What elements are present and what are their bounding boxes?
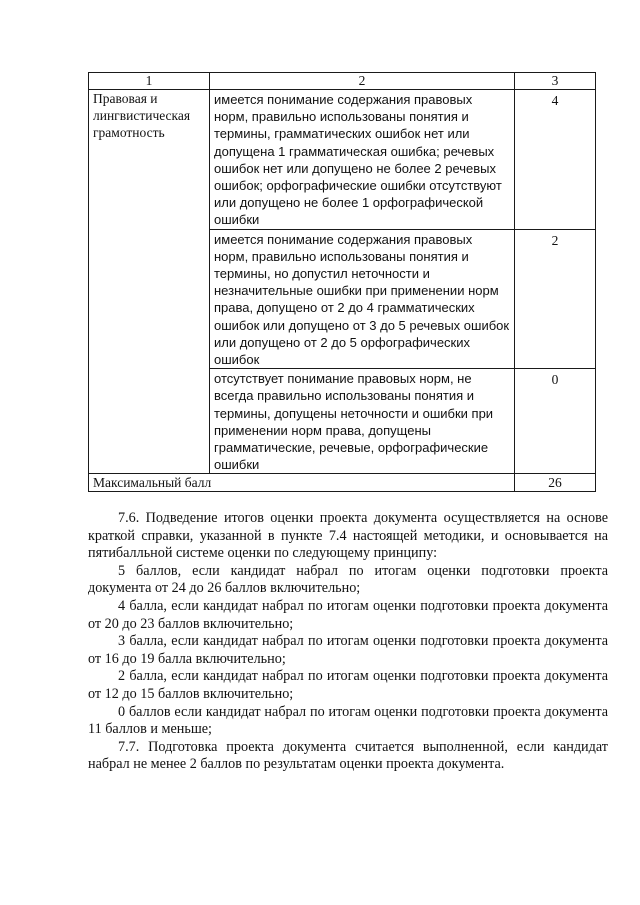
total-value: 26 [515,474,596,492]
criterion-cell: имеется понимание содержания правовых норм, правильно использованы понятия и термины, но допустил неточности и незначительные ошибки при применении норм права, допущено от 2 до 4 грамматических ошибок или допущено от 3 до 5 речевых ошибок или допущено от 2 до 5 орфографических ошибок [210,229,515,369]
table-header-row [89,73,596,90]
paragraph-3-points: 3 балла, если кандидат набрал по итогам оценки подготовки проекта документа от 16 до 19 балла включительно; [88,633,608,667]
total-row [89,474,596,492]
paragraph-2-points: 2 балла, если кандидат набрал по итогам оценки подготовки проекта документа от 12 до 15 баллов включительно; [88,668,608,702]
header-col-2: 2 [210,73,515,90]
header-col-3: 3 [515,73,596,90]
paragraph-5-points: 5 баллов, если кандидат набрал по итогам оценки подготовки проекта документа от 24 до 26 баллов включительно; [88,562,608,597]
section-label: Правовая и лингвистическая грамотность [89,90,210,474]
paragraph-7-7: 7.7. Подготовка проекта документа считается выполненной, если кандидат набрал не менее 2 баллов по результатам оценки проекта документа. [88,738,608,773]
score-cell: 2 [515,229,596,369]
header-col-1: 1 [89,73,210,90]
criterion-cell: имеется понимание содержания правовых норм, правильно использованы понятия и термины, грамматических ошибок нет или допущена 1 грамматическая ошибка; речевых ошибок нет или допущено не более 2 речевых ошибок; орфографические ошибки отсутствуют или допущено не более 1 орфографической ошибки [210,90,515,230]
score-cell: 0 [515,369,596,474]
paragraph-0-points: 0 баллов если кандидат набрал по итогам оценки подготовки проекта документа 11 баллов и меньше; [88,703,608,738]
body-text [88,510,608,774]
table-row [89,90,596,230]
total-label: Максимальный балл [89,474,515,492]
scoring-table [88,72,596,492]
paragraph-4-points: 4 балла, если кандидат набрал по итогам оценки подготовки проекта документа от 20 до 23 баллов включительно; [88,597,608,632]
score-cell: 4 [515,90,596,230]
criterion-cell: отсутствует понимание правовых норм, не всегда правильно использованы понятия и термины, допущены неточности и ошибки при применении норм права, допущены грамматические, речевые, орфографические ошибки [210,369,515,474]
paragraph-7-6: 7.6. Подведение итогов оценки проекта документа осуществляется на основе краткой справки, указанной в пункте 7.4 настоящей методики, и основывается на пятибалльной системе оценки по следующему принципу: [88,510,608,562]
